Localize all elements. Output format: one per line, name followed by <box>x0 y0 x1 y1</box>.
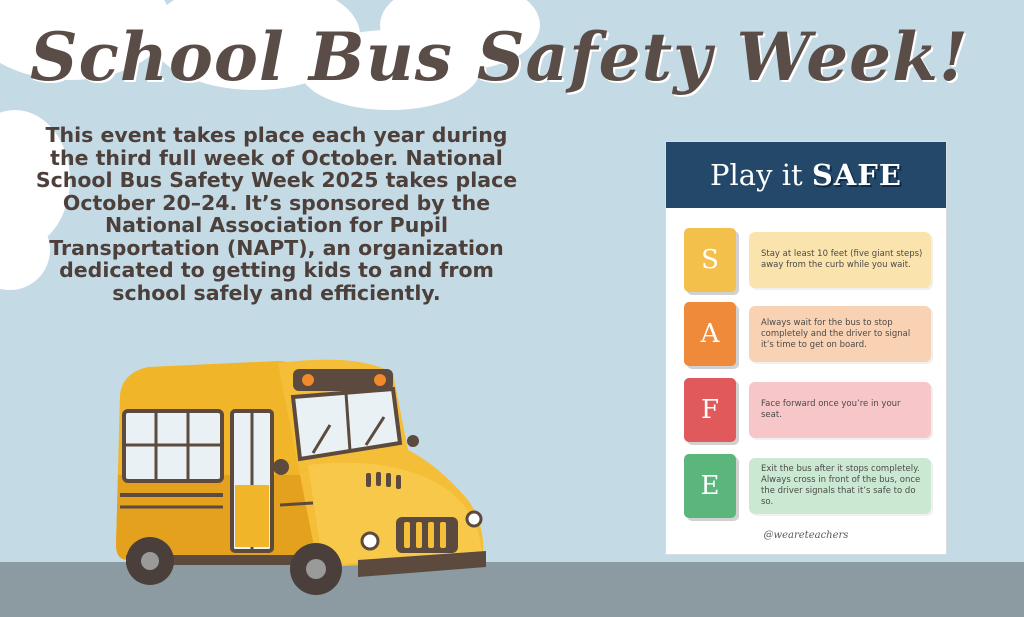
safe-letter-s: S <box>684 228 736 292</box>
bus-roof-light <box>302 374 314 386</box>
poster-credit: @weareteachers <box>763 530 849 541</box>
poster-heading <box>666 142 946 211</box>
safe-row-a <box>684 302 934 366</box>
safe-tip-text: Always wait for the bus to stop completely and the driver to signal it’s time to get on board. <box>761 317 911 350</box>
bus-door-panel <box>235 485 269 547</box>
safe-poster <box>666 142 946 554</box>
poster-heading-prefix: Play it <box>710 158 803 192</box>
safe-tip-s <box>749 232 931 288</box>
safe-tip-text: Stay at least 10 feet (five giant steps) away from the curb while you wait. <box>761 249 923 270</box>
bus-stripe <box>280 503 313 505</box>
bus-wheel-hub <box>141 552 159 570</box>
bus-mirror <box>273 459 289 475</box>
bus-headlight <box>362 533 378 549</box>
safe-row-s <box>684 228 934 292</box>
safe-tip-f <box>749 382 931 438</box>
event-description: This event takes place each year during the third full week of October. National School Bus Safety Week 2025 takes place October 20–24. It’s sponsored by the National Association for Pupil Transportation (NAPT), an organization dedicated to getting kids to and from school safely and efficiently. <box>35 123 518 305</box>
safe-row-e <box>684 454 934 518</box>
poster-heading-highlight: SAFE <box>811 158 902 192</box>
safe-tip-text: Face forward once you’re in your seat. <box>761 399 901 420</box>
safe-tip-a <box>749 306 931 362</box>
page-title: School Bus Safety Week! <box>30 18 969 96</box>
safe-letter-a: A <box>684 302 736 366</box>
safe-tip-e <box>749 458 931 514</box>
bus-wheel-hub <box>306 559 326 579</box>
safe-letter-f: F <box>684 378 736 442</box>
safe-letter-e: E <box>684 454 736 518</box>
school-bus-illustration <box>108 355 493 600</box>
safe-row-f <box>684 378 934 442</box>
bus-roof-light <box>374 374 386 386</box>
safe-tip-text: Exit the bus after it stops completely. Always cross in front of the bus, once the driver signals that it’s safe to do so. <box>761 464 921 507</box>
bus-mirror <box>407 435 419 447</box>
bus-headlight <box>467 512 481 526</box>
